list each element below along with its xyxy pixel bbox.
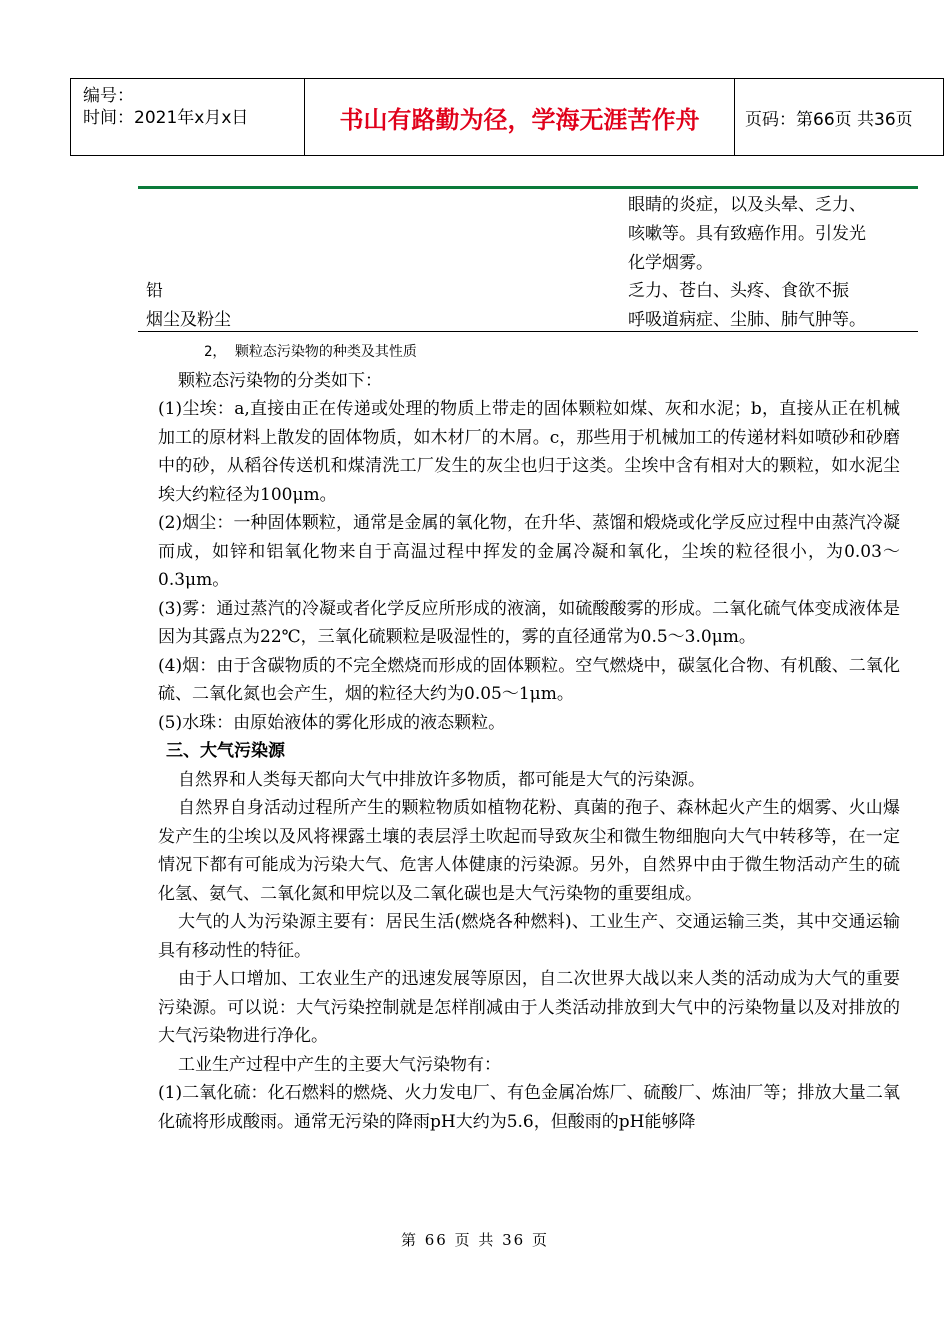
paragraph: 自然界自身活动过程所产生的颗粒物质如植物花粉、真菌的孢子、森林起火产生的烟雾、火山爆发产生的尘埃以及风将裸露土壤的表层浮土吹起而导致灰尘和微生物细胞向大气中转移等，在一定情况下都有可能成为污染大气、危害人体健康的污染源。另外，自然界中由于微生物活动产生的硫化氢、氨气、二氧化氮和甲烷以及二氧化碳也是大气污染物的重要组成。	[158, 798, 900, 904]
paragraph: (1)二氧化硫：化石燃料的燃烧、火力发电厂、有色金属冶炼厂、硫酸厂、炼油厂等；排放大量二氧化硫将形成酸雨。通常无污染的降雨pH大约为5.6，但酸雨的pH能够降	[158, 1083, 900, 1132]
table-continued-line: 眼睛的炎症，以及头晕、乏力、	[628, 195, 866, 215]
table-row-effect: 乏力、苍白、头疼、食欲不振	[628, 281, 849, 301]
table-continued-line: 咳嗽等。具有致癌作用。引发光	[628, 224, 866, 244]
paragraph: (3)雾：通过蒸汽的冷凝或者化学反应所形成的液滴，如硫酸酸雾的形成。二氧化硫气体变成液体是因为其露点为22℃，三氧化硫颗粒是吸湿性的，雾的直径通常为0.5～3.0μm。	[158, 598, 900, 647]
paragraph: 自然界和人类每天都向大气中排放许多物质，都可能是大气的污染源。	[178, 769, 705, 790]
paragraph: (1)尘埃：a,直接由正在传递或处理的物质上带走的固体颗粒如煤、灰和水泥；b，直接从正在机械加工的原材料上散发的固体物质，如木材厂的木屑。c，那些用于机械加工的传递材料如喷砂和砂磨中的砂，从稻谷传送机和煤清洗工厂发生的灰尘也归于这类。尘埃中含有相对大的颗粒，如水泥尘埃大约粒径为100μm。	[158, 399, 900, 505]
table-top-rule	[138, 186, 918, 189]
header-motto: 书山有路勤为径，学海无涯苦作舟	[305, 79, 735, 155]
table-continued-line: 化学烟雾。	[628, 253, 713, 273]
number-label: 编号：	[83, 86, 134, 106]
table-row-effect: 呼吸道病症、尘肺、肺气肿等。	[628, 310, 866, 330]
paragraph: (5)水珠：由原始液体的雾化形成的液态颗粒。	[158, 712, 506, 733]
paragraph: (2)烟尘：一种固体颗粒，通常是金属的氧化物，在升华、蒸馏和煅烧或化学反应过程中由蒸汽冷凝而成，如锌和铝氧化物来自于高温过程中挥发的金属冷凝和氧化，尘埃的粒径很小，为0.03～0.3μm。	[158, 513, 900, 590]
paragraph: 大气的人为污染源主要有：居民生活(燃烧各种燃料)、工业生产、交通运输三类，其中交通运输具有移动性的特征。	[158, 912, 900, 961]
paragraph: 由于人口增加、工农业生产的迅速发展等原因，自二次世界大战以来人类的活动成为大气的重要污染源。可以说：大气污染控制就是怎样削减由于人类活动排放到大气中的污染物量以及对排放的大气污染物进行净化。	[158, 969, 900, 1046]
paragraph: 工业生产过程中产生的主要大气污染物有：	[178, 1054, 501, 1075]
paragraph: (4)烟：由于含碳物质的不完全燃烧而形成的固体颗粒。空气燃烧中，碳氢化合物、有机酸、二氧化硫、二氧化氮也会产生，烟的粒径大约为0.05～1μm。	[158, 655, 900, 704]
section-heading: 三、大气污染源	[166, 741, 285, 761]
paragraph: 颗粒态污染物的分类如下：	[178, 370, 382, 391]
section-title: 2， 颗粒态污染物的种类及其性质	[204, 344, 417, 360]
header-meta	[71, 79, 305, 155]
table-row-name: 烟尘及粉尘	[146, 310, 231, 330]
page-header	[70, 78, 944, 156]
table-bottom-rule	[138, 331, 918, 332]
page-footer: 第 66 页 共 36 页	[400, 1231, 549, 1249]
header-page-label: 页码：第66页 共36页	[745, 109, 913, 130]
table-row-name: 铅	[146, 281, 163, 301]
time-label: 时间：2021年x月x日	[83, 108, 249, 128]
document-body	[158, 338, 900, 1136]
